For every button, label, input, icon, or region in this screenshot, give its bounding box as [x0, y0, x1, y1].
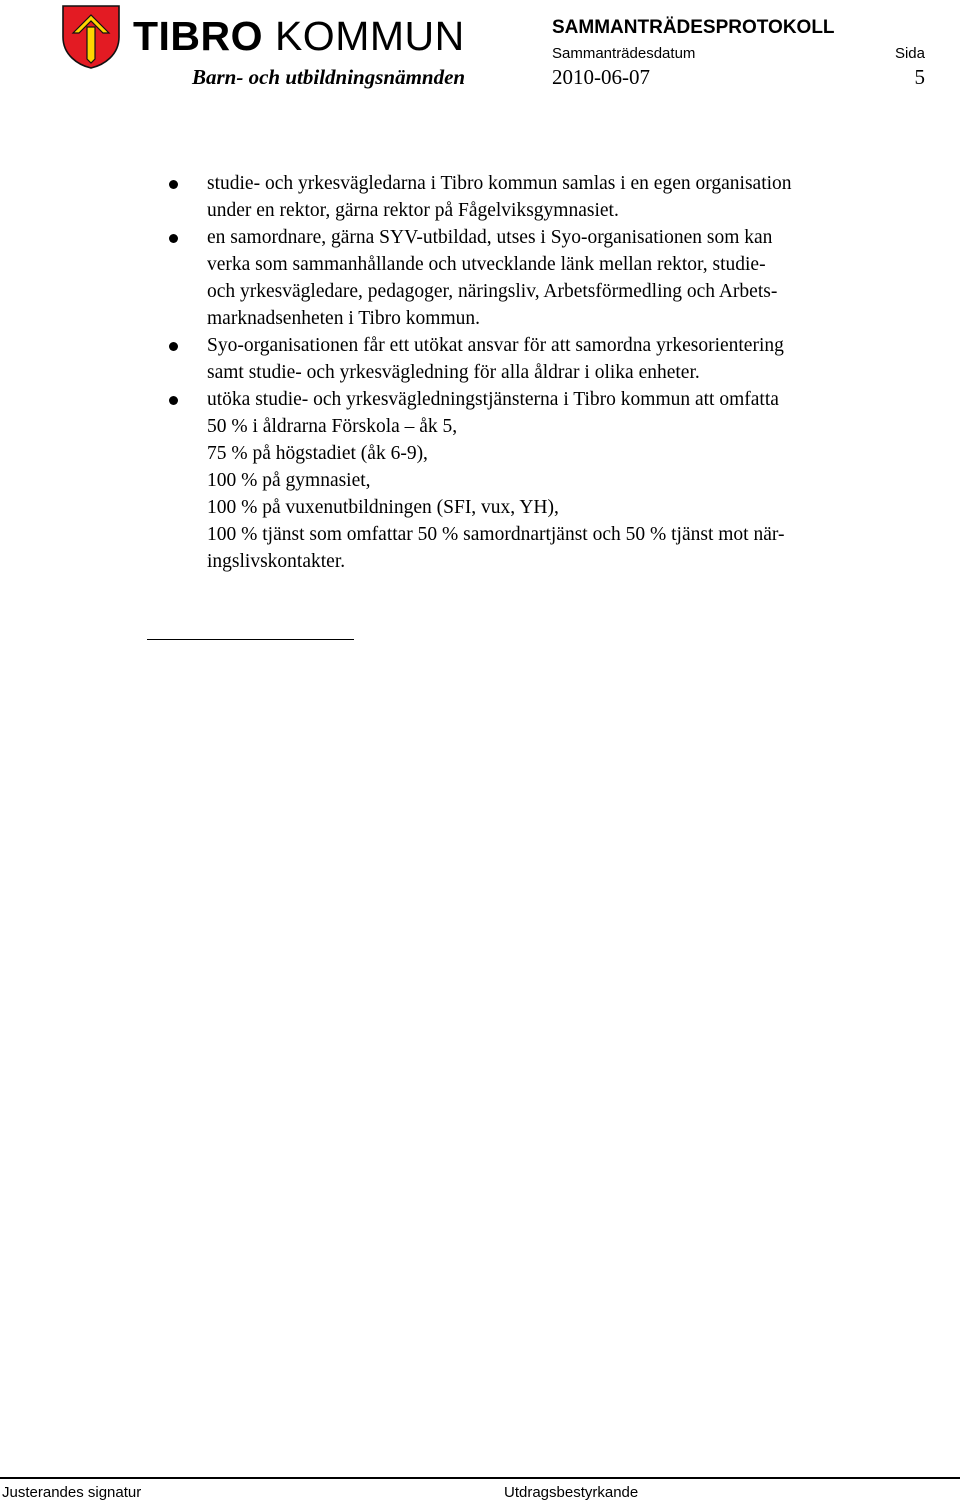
- tibro-coat-of-arms-icon: [60, 3, 122, 69]
- text-line: 100 % tjänst som omfattar 50 % samordnartjänst och 50 % tjänst mot när-: [207, 524, 785, 545]
- document-body: [207, 170, 907, 575]
- meeting-date-label: Sammanträdesdatum: [552, 45, 696, 62]
- section-end-rule: [147, 639, 354, 640]
- list-item: [207, 170, 907, 224]
- bullet-icon: [169, 180, 178, 189]
- text-line: en samordnare, gärna SYV-utbildad, utses i Syo-organisationen som kan: [207, 227, 773, 248]
- bullet-icon: [169, 342, 178, 351]
- text-line: studie- och yrkesvägledarna i Tibro kommun samlas i en egen organisation: [207, 173, 792, 194]
- decision-list: [207, 170, 907, 575]
- footer-divider: [0, 1477, 960, 1479]
- text-line: Syo-organisationen får ett utökat ansvar för att samordna yrkesorientering: [207, 335, 784, 356]
- bullet-icon: [169, 234, 178, 243]
- bullet-icon: [169, 396, 178, 405]
- signature-label: Justerandes signatur: [2, 1484, 142, 1501]
- text-line: under en rektor, gärna rektor på Fågelviksgymnasiet.: [207, 200, 619, 221]
- text-line: marknadsenheten i Tibro kommun.: [207, 308, 480, 329]
- text-line: 100 % på gymnasiet,: [207, 470, 371, 491]
- text-line: 75 % på högstadiet (åk 6-9),: [207, 443, 428, 464]
- page-label: Sida: [894, 45, 925, 62]
- document-type: SAMMANTRÄDESPROTOKOLL: [552, 17, 835, 38]
- text-line: 50 % i åldrarna Förskola – åk 5,: [207, 416, 458, 437]
- committee-name: Barn- och utbildningsnämnden: [192, 65, 466, 89]
- wordmark-bold: TIBRO: [133, 13, 264, 59]
- text-line: 100 % på vuxenutbildningen (SFI, vux, YH),: [207, 497, 559, 518]
- text-line: och yrkesvägledare, pedagoger, näringsliv, Arbetsförmedling och Arbets-: [207, 281, 778, 302]
- list-item: [207, 332, 907, 386]
- list-item: [207, 386, 907, 575]
- page-number: 5: [914, 65, 925, 89]
- text-line: samt studie- och yrkesvägledning för alla åldrar i olika enheter.: [207, 362, 700, 383]
- wordmark-light: KOMMUN: [274, 13, 465, 59]
- text-line: ingslivskontakter.: [207, 551, 346, 572]
- list-item: [207, 224, 907, 332]
- certification-label: Utdragsbestyrkande: [504, 1484, 639, 1501]
- municipality-wordmark: [133, 12, 465, 60]
- text-line: verka som sammanhållande och utvecklande länk mellan rektor, studie-: [207, 254, 766, 275]
- text-line: utöka studie- och yrkesvägledningstjänsterna i Tibro kommun att omfatta: [207, 389, 779, 410]
- meeting-date: 2010-06-07: [552, 65, 650, 89]
